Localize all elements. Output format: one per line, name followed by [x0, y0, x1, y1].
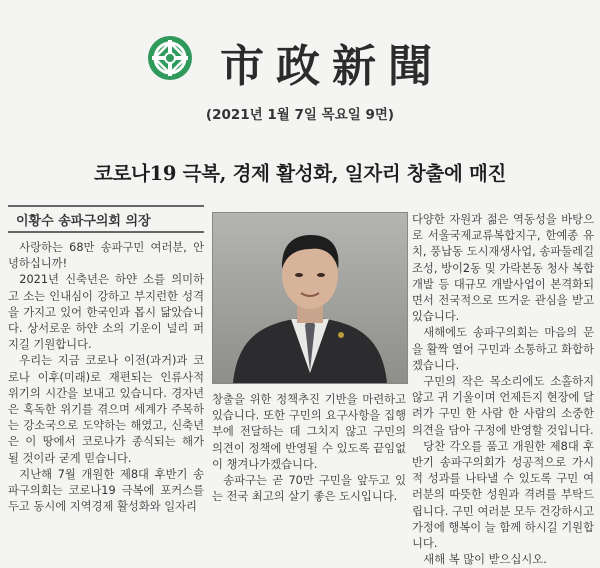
paragraph: 새해에도 송파구의회는 마음의 문을 활짝 열어 구민과 소통하고 화합하겠습니다.: [412, 326, 594, 372]
paragraph: 창출을 위한 정책추진 기반을 마련하고 있습니다. 또한 구민의 요구사항을 집행부에 전달하는 데 그치지 않고 구민의 의견이 정책에 반영될 수 있도록 끝임없이 챙겨나가겠습니다.: [212, 393, 406, 471]
byline: 이황수 송파구의회 의장: [16, 214, 151, 229]
paragraph: 지난해 7월 개원한 제8대 후반기 송파구의회는 코로나19 극복에 포커스를 두고 동시에 지역경제 활성화와 일자리: [8, 467, 204, 514]
masthead: [0, 20, 600, 90]
paragraph: 우리는 지금 코로나 이전(과거)과 코로나 이후(미래)로 재편되는 인류사적 위기의 시간을 보내고 있습니다. 경자년은 혹독한 위기를 겪으며 세계가 주목하는 강소국으로 도약하는 해였고, 신축년은 이 땅에서 코로나가 종식되는 해가 될 것이라 굳게 믿습니다.: [8, 354, 204, 465]
article-column-2: [212, 392, 406, 505]
paragraph: 구민의 작은 목소리에도 소홀하지 않고 귀 기울이며 언제든지 현장에 달려가 구민 한 사람 한 사람의 소중한 의견을 담아 구정에 반영할 것입니다.: [412, 375, 594, 437]
newspaper-title: 市政新聞: [220, 41, 444, 92]
paragraph: 다양한 자원과 젊은 역동성을 바탕으로 서울국제교류복합지구, 한예종 유치, 풍납동 도시재생사업, 송파둘레길 조성, 방이2동 및 가락본동 청사 복합개발 등 대규모 개발사업이 본격화되면서 전국적으로 뜨거운 관심을 받고 있습니다.: [412, 213, 594, 324]
article-column-1: [8, 240, 204, 515]
paragraph: 사랑하는 68만 송파구민 여러분, 안녕하십니까!: [8, 241, 204, 271]
paragraph: 2021년 신축년은 하얀 소를 의미하고 소는 인내심이 강하고 부지런한 성격을 가지고 있어 한국인과 몹시 닮았습니다. 상서로운 하얀 소의 기운이 널리 퍼지길 기원합니다.: [8, 273, 204, 352]
article-column-3: [412, 212, 594, 568]
city-emblem-icon: [146, 34, 194, 82]
article-headline: 코로나19 극복, 경제 활성화, 일자리 창출에 매진: [93, 162, 507, 185]
portrait-photo: [212, 212, 408, 384]
byline-box: [8, 205, 204, 233]
paragraph: 새해 복 많이 받으십시오.: [423, 553, 547, 567]
portrait-illustration: [213, 213, 407, 383]
dateline: (2021년 1월 7일 목요일 9면): [205, 107, 395, 123]
paragraph: 송파구는 곧 70만 구민을 앞두고 있는 전국 최고의 살기 좋은 도시입니다.: [212, 474, 406, 504]
paragraph: 당찬 각오를 품고 개원한 제8대 후반기 송파구의회가 성공적으로 가시적 성과를 나타낼 수 있도록 구민 여러분의 따뜻한 성원과 격려를 부탁드립니다. 구민 여러분 모두 건강하시고 가정에 행복이 늘 함께 하시길 기원합니다.: [412, 439, 594, 551]
